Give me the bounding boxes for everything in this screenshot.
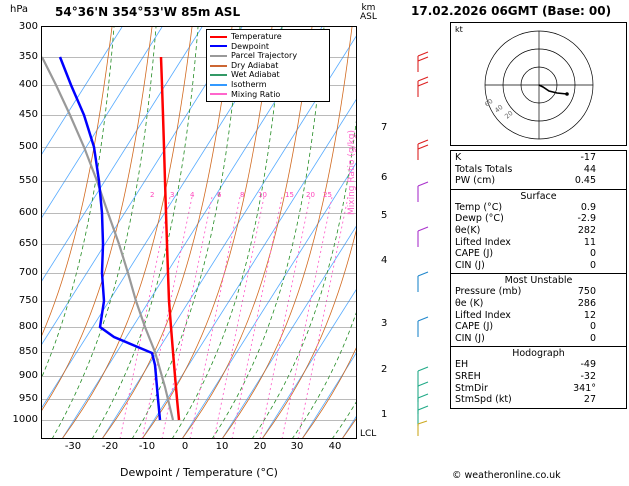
legend-swatch-isotherm bbox=[210, 84, 227, 86]
x-tick: -30 bbox=[64, 441, 82, 452]
hodograph-trace bbox=[539, 85, 567, 94]
row-label: θe (K) bbox=[455, 297, 484, 309]
km-tick: 3 bbox=[381, 318, 388, 329]
table-row bbox=[455, 298, 622, 310]
svg-text:2: 2 bbox=[150, 191, 155, 199]
y-tick: 900 bbox=[18, 370, 38, 381]
table-row bbox=[455, 152, 622, 164]
height-axis-unit: km ASL bbox=[360, 3, 377, 22]
row-value: 44 bbox=[583, 163, 596, 175]
table-row bbox=[455, 394, 622, 406]
y-tick: 350 bbox=[18, 51, 38, 62]
table-row bbox=[455, 333, 622, 345]
table-row bbox=[455, 202, 622, 214]
y-tick: 850 bbox=[18, 346, 38, 357]
legend-swatch-wet-adiabat bbox=[210, 74, 227, 76]
legend-label: Isotherm bbox=[231, 79, 267, 89]
section-header: Most Unstable bbox=[504, 275, 573, 287]
legend-label: Mixing Ratio bbox=[231, 89, 281, 99]
pressure-axis-unit: hPa bbox=[10, 4, 29, 15]
row-label: θe(K) bbox=[455, 224, 481, 236]
y-tick: 800 bbox=[18, 321, 38, 332]
legend-item bbox=[210, 42, 326, 52]
row-label: Lifted Index bbox=[455, 309, 511, 321]
row-value: 0 bbox=[589, 332, 596, 344]
row-value: 12 bbox=[583, 309, 596, 321]
svg-text:3: 3 bbox=[170, 191, 175, 199]
row-value: -17 bbox=[580, 152, 596, 163]
row-value: 0.45 bbox=[574, 175, 596, 187]
legend-item bbox=[210, 70, 326, 80]
legend-label: Temperature bbox=[231, 32, 282, 41]
row-value: 0 bbox=[589, 321, 596, 333]
row-label: CIN (J) bbox=[455, 332, 485, 344]
temperature-line bbox=[161, 57, 179, 420]
indices-surface-section bbox=[451, 190, 626, 275]
table-row bbox=[455, 371, 622, 383]
y-tick: 300 bbox=[18, 21, 38, 32]
y-tick: 650 bbox=[18, 238, 38, 249]
x-tick: 10 bbox=[215, 441, 229, 452]
km-tick: 5 bbox=[381, 210, 388, 221]
svg-text:8: 8 bbox=[240, 191, 245, 199]
copyright-notice: © weatheronline.co.uk bbox=[452, 470, 561, 481]
lcl-label: LCL bbox=[360, 429, 377, 439]
km-tick: 4 bbox=[381, 255, 388, 266]
svg-text:4: 4 bbox=[190, 191, 195, 199]
svg-text:60: 60 bbox=[483, 97, 495, 109]
mixing-ratio-axis-label: Mixing Ratio (g/kg) bbox=[347, 129, 357, 215]
hodograph-panel bbox=[450, 22, 627, 146]
km-tick: 7 bbox=[381, 122, 388, 133]
legend-label: Dry Adiabat bbox=[231, 60, 279, 70]
legend-swatch-temperature bbox=[210, 36, 227, 38]
forecast-title: 17.02.2026 06GMT (Base: 00) bbox=[411, 4, 612, 18]
wind-barb-column bbox=[404, 26, 440, 439]
row-label: K bbox=[455, 152, 462, 163]
row-label: Dewp (°C) bbox=[455, 213, 504, 225]
table-row bbox=[455, 310, 622, 322]
table-row bbox=[455, 359, 622, 371]
row-value: 0 bbox=[589, 248, 596, 260]
legend-item bbox=[210, 32, 326, 42]
legend-swatch-parcel bbox=[210, 55, 227, 57]
table-row bbox=[455, 175, 622, 187]
row-value: -49 bbox=[580, 359, 596, 371]
table-row bbox=[455, 286, 622, 298]
row-label: CAPE (J) bbox=[455, 248, 494, 260]
x-tick: 0 bbox=[181, 441, 189, 452]
legend-label: Dewpoint bbox=[231, 41, 270, 51]
section-header: Surface bbox=[520, 190, 557, 202]
indices-table bbox=[450, 150, 627, 409]
y-tick: 450 bbox=[18, 109, 38, 120]
km-tick: 6 bbox=[381, 172, 388, 183]
y-tick: 550 bbox=[18, 175, 38, 186]
row-label: Pressure (mb) bbox=[455, 286, 522, 298]
table-row bbox=[455, 213, 622, 225]
km-tick: 1 bbox=[381, 409, 388, 420]
station-title: 54°36'N 354°53'W 85m ASL bbox=[55, 5, 241, 19]
hodograph-plot bbox=[451, 23, 624, 143]
table-row bbox=[455, 383, 622, 395]
row-label: CIN (J) bbox=[455, 259, 485, 271]
row-label: Totals Totals bbox=[455, 163, 513, 175]
svg-text:10: 10 bbox=[258, 191, 267, 199]
row-value: 0 bbox=[589, 259, 596, 271]
dewpoint-line bbox=[60, 57, 160, 420]
svg-text:25: 25 bbox=[323, 191, 332, 199]
indices-hodograph-section bbox=[451, 347, 626, 407]
row-value: 282 bbox=[577, 224, 596, 236]
y-tick: 700 bbox=[18, 267, 38, 278]
row-value: 27 bbox=[583, 394, 596, 406]
legend-label: Wet Adiabat bbox=[231, 70, 280, 80]
svg-text:40: 40 bbox=[493, 103, 505, 115]
row-label: CAPE (J) bbox=[455, 321, 494, 333]
row-label: EH bbox=[455, 359, 469, 371]
row-value: 286 bbox=[577, 297, 596, 309]
table-row bbox=[455, 225, 622, 237]
y-tick: 1000 bbox=[12, 414, 38, 425]
y-tick: 500 bbox=[18, 141, 38, 152]
y-tick: 400 bbox=[18, 79, 38, 90]
y-tick: 600 bbox=[18, 207, 38, 218]
x-tick: -10 bbox=[138, 441, 156, 452]
row-value: 11 bbox=[583, 236, 596, 248]
svg-text:20: 20 bbox=[503, 109, 515, 121]
legend-item bbox=[210, 51, 326, 61]
legend-item bbox=[210, 80, 326, 90]
row-label: PW (cm) bbox=[455, 175, 496, 187]
x-axis-title: Dewpoint / Temperature (°C) bbox=[120, 466, 278, 479]
svg-text:6: 6 bbox=[217, 191, 222, 199]
row-label: SREH bbox=[455, 370, 481, 382]
svg-text:20: 20 bbox=[306, 191, 315, 199]
table-row bbox=[455, 321, 622, 333]
legend-swatch-mixing-ratio bbox=[210, 93, 227, 95]
row-value: -2.9 bbox=[577, 213, 596, 225]
table-row bbox=[455, 260, 622, 272]
row-label: StmSpd (kt) bbox=[455, 394, 512, 406]
y-tick: 950 bbox=[18, 393, 38, 404]
row-value: -32 bbox=[580, 370, 596, 382]
x-tick: -20 bbox=[101, 441, 119, 452]
table-row bbox=[455, 164, 622, 176]
row-label: Lifted Index bbox=[455, 236, 511, 248]
chart-legend bbox=[206, 29, 330, 102]
indices-top-section bbox=[451, 151, 626, 190]
x-tick: 30 bbox=[290, 441, 304, 452]
legend-swatch-dry-adiabat bbox=[210, 65, 227, 67]
row-label: StmDir bbox=[455, 382, 488, 394]
legend-item bbox=[210, 90, 326, 100]
legend-label: Parcel Trajectory bbox=[231, 51, 298, 61]
row-value: 0.9 bbox=[580, 201, 596, 213]
indices-most-unstable-section bbox=[451, 274, 626, 347]
row-value: 750 bbox=[577, 286, 596, 298]
y-tick: 750 bbox=[18, 295, 38, 306]
svg-text:15: 15 bbox=[285, 191, 294, 199]
x-tick: 40 bbox=[328, 441, 342, 452]
row-value: 341° bbox=[573, 382, 596, 394]
section-header: Hodograph bbox=[512, 348, 565, 360]
x-tick: 20 bbox=[253, 441, 267, 452]
km-tick: 2 bbox=[381, 364, 388, 375]
legend-swatch-dewpoint bbox=[210, 45, 227, 47]
legend-item bbox=[210, 61, 326, 71]
hodograph-unit: kt bbox=[455, 25, 463, 34]
row-label: Temp (°C) bbox=[455, 201, 503, 213]
table-row bbox=[455, 248, 622, 260]
hodograph-endpoint bbox=[565, 92, 569, 96]
table-row bbox=[455, 237, 622, 249]
